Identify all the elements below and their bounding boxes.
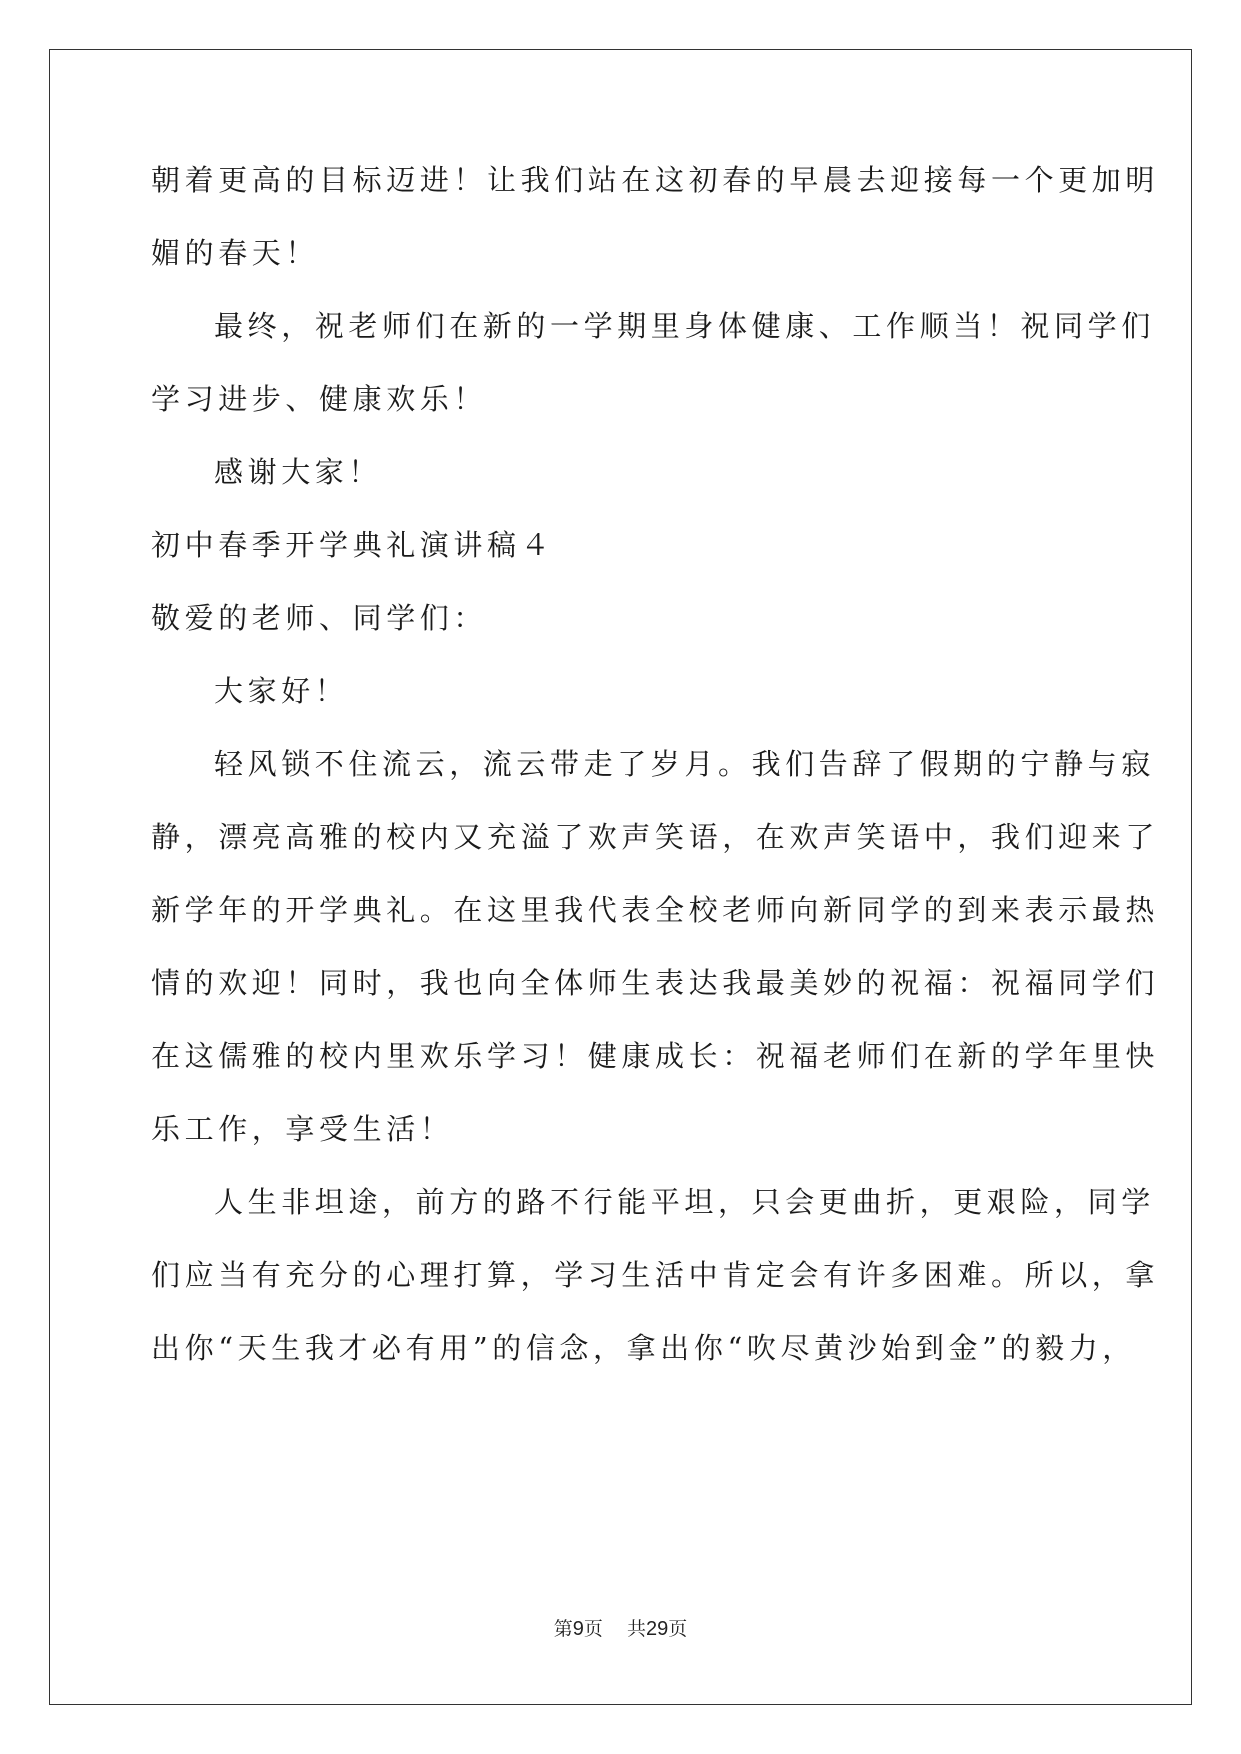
text-line: 们应当有充分的心理打算，学习生活中肯定会有许多困难。所以，拿 <box>151 1258 1160 1292</box>
text-line: 乐工作，享受生活！ <box>151 1112 454 1146</box>
text-line: 新学年的开学典礼。在这里我代表全校老师向新同学的到来表示最热 <box>151 893 1160 927</box>
page-label-suffix: 页 <box>583 1618 603 1640</box>
paragraph-start: 最终，祝老师们在新的一学期里身体健康、工作顺当！祝同学们 <box>214 309 1155 343</box>
section-heading: 初中春季开学典礼演讲稿４ <box>151 528 555 562</box>
paragraph-start: 感谢大家！ <box>214 455 383 489</box>
text-line: 情的欢迎！同时，我也向全体师生表达我最美妙的祝福：祝福同学们 <box>151 966 1160 1000</box>
greeting: 大家好！ <box>214 674 349 708</box>
text-line: 出你“天生我才必有用”的信念，拿出你“吹尽黄沙始到金”的毅力， <box>151 1331 1136 1365</box>
text-line: 朝着更高的目标迈进！让我们站在这初春的早晨去迎接每一个更加明 <box>151 163 1160 197</box>
text-line: 媚的春天！ <box>151 236 320 270</box>
text-line: 静，漂亮高雅的校内又充溢了欢声笑语，在欢声笑语中，我们迎来了 <box>151 820 1160 854</box>
page-number: 9 <box>572 1618 584 1640</box>
paragraph-start: 人生非坦途，前方的路不行能平坦，只会更曲折，更艰险，同学 <box>214 1185 1155 1219</box>
text-line: 在这儒雅的校内里欢乐学习！健康成长：祝福老师们在新的学年里快 <box>151 1039 1160 1073</box>
text-line: 学习进步、健康欢乐！ <box>151 382 488 416</box>
total-label-prefix: 共 <box>627 1618 647 1640</box>
page-footer <box>0 1614 1241 1641</box>
salutation: 敬爱的老师、同学们： <box>151 601 488 635</box>
total-pages: 29 <box>646 1618 669 1640</box>
page-label-prefix: 第 <box>553 1618 573 1640</box>
total-label-suffix: 页 <box>668 1618 688 1640</box>
page-border <box>49 49 1192 1705</box>
paragraph-start: 轻风锁不住流云，流云带走了岁月。我们告辞了假期的宁静与寂 <box>214 747 1155 781</box>
